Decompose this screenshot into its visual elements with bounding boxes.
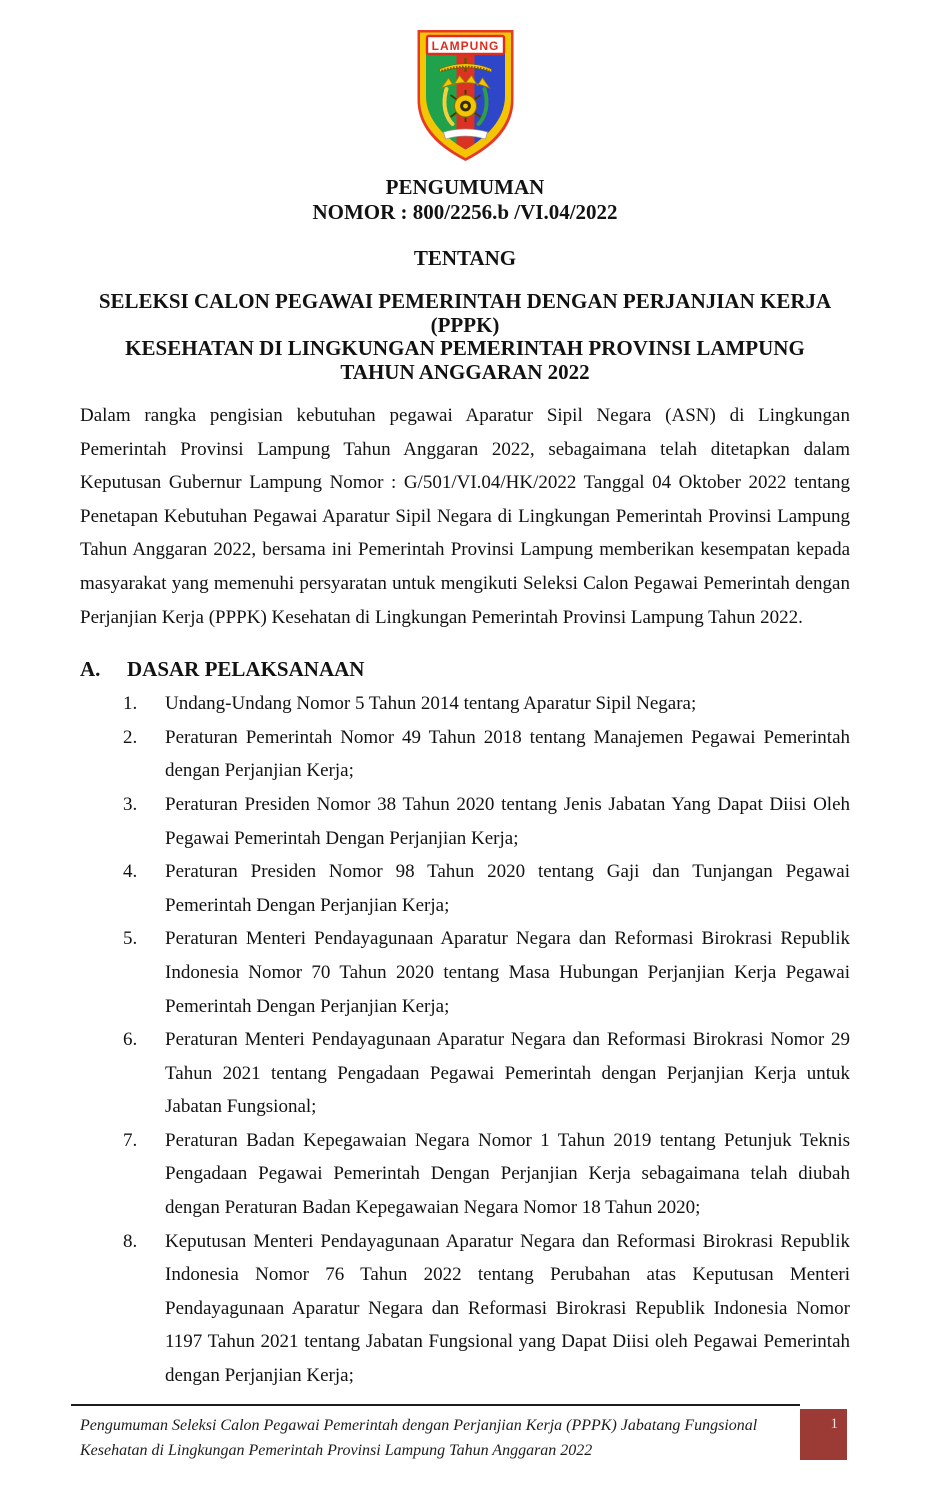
list-item xyxy=(80,1225,850,1393)
section-a-title: DASAR PELAKSANAAN xyxy=(127,657,365,682)
list-item xyxy=(80,855,850,922)
list-item-number: 5. xyxy=(123,928,138,950)
list-item-text: Peraturan Presiden Nomor 38 Tahun 2020 tentang Jenis Jabatan Yang Dapat Diisi Oleh Pegawai Pemerintah Dengan Perjanjian Kerja; xyxy=(165,793,850,849)
list-item-number: 2. xyxy=(123,726,138,748)
list-item xyxy=(80,1023,850,1124)
list-item-text: Peraturan Badan Kepegawaian Negara Nomor 1 Tahun 2019 tentang Petunjuk Teknis Pengadaan Pegawai Pemerintah Dengan Perjanjian Kerja sebagaimana telah diubah dengan Peraturan Badan Kepegawaian Negara Nomor 18 Tahun 2020; xyxy=(165,1129,850,1219)
list-item-number: 6. xyxy=(123,1029,138,1051)
about-label: TENTANG xyxy=(413,246,517,270)
footer-caption-line-1: Pengumuman Seleksi Calon Pegawai Pemerintah dengan Perjanjian Kerja (PPPK) Jabatang Fungsional xyxy=(80,1417,758,1434)
lampung-coat-of-arms-logo xyxy=(415,28,516,163)
list-item xyxy=(80,1124,850,1225)
list-item-text: Undang-Undang Nomor 5 Tahun 2014 tentang Aparatur Sipil Negara; xyxy=(165,693,697,715)
list-item-number: 8. xyxy=(123,1230,138,1252)
list-item-text: Peraturan Pemerintah Nomor 49 Tahun 2018 tentang Manajemen Pegawai Pemerintah dengan Perjanjian Kerja; xyxy=(165,726,850,782)
list-item-number: 4. xyxy=(123,861,138,883)
list-item xyxy=(80,721,850,788)
list-item-text: Peraturan Presiden Nomor 98 Tahun 2020 tentang Gaji dan Tunjangan Pegawai Pemerintah Dengan Perjanjian Kerja; xyxy=(165,861,850,916)
document-number: NOMOR : 800/2256.b /VI.04/2022 xyxy=(312,200,618,224)
list-item xyxy=(80,922,850,1023)
dasar-pelaksanaan-list xyxy=(80,687,850,1392)
subject-line-2: KESEHATAN DI LINGKUNGAN PEMERINTAH PROVINSI LAMPUNG xyxy=(125,336,805,360)
document-subject xyxy=(80,290,850,384)
section-a-heading xyxy=(80,657,850,682)
logo-banner-text: LAMPUNG xyxy=(431,39,499,53)
page-number-badge: 1 xyxy=(800,1409,847,1460)
footer-caption xyxy=(80,1414,792,1463)
section-a-label: A. xyxy=(80,657,101,682)
list-item-number: 1. xyxy=(123,693,138,715)
document-title: PENGUMUMAN xyxy=(385,175,545,199)
list-item xyxy=(80,687,850,721)
intro-paragraph: Dalam rangka pengisian kebutuhan pegawai Aparatur Sipil Negara (ASN) di Lingkungan Pemerintah Provinsi Lampung Tahun Anggaran 2022, sebagaimana telah ditetapkan dalam Keputusan Gubernur Lampung Nomor : G/501/VI.04/HK/2022 Tanggal 04 Oktober 2022 tentang Penetapan Kebutuhan Pegawai Aparatur Sipil Negara di Lingkungan Pemerintah Provinsi Lampung Tahun Anggaran 2022, bersama ini Pemerintah Provinsi Lampung memberikan kesempatan kepada masyarakat yang memenuhi persyaratan untuk mengikuti Seleksi Calon Pegawai Pemerintah dengan Perjanjian Kerja (PPPK) Kesehatan di Lingkungan Pemerintah Provinsi Lampung Tahun 2022. xyxy=(80,405,850,628)
list-item xyxy=(80,788,850,855)
list-item-number: 3. xyxy=(123,793,138,815)
subject-line-3: TAHUN ANGGARAN 2022 xyxy=(340,359,590,384)
emblem-circle-dot xyxy=(463,104,468,109)
footer-divider-line xyxy=(71,1404,800,1406)
footer-caption-line-2: Kesehatan di Lingkungan Pemerintah Provinsi Lampung Tahun Anggaran 2022 xyxy=(80,1441,593,1459)
list-item-text: Peraturan Menteri Pendayagunaan Aparatur Negara dan Reformasi Birokrasi Nomor 29 Tahun 2021 tentang Pengadaan Pegawai Pemerintah dengan Perjanjian Kerja untuk Jabatan Fungsional; xyxy=(165,1029,850,1118)
list-item-text: Peraturan Menteri Pendayagunaan Aparatur Negara dan Reformasi Birokrasi Republik Indonesia Nomor 70 Tahun 2020 tentang Masa Hubungan Perjanjian Kerja Pegawai Pemerintah Dengan Perjanjian Kerja; xyxy=(165,928,850,1017)
subject-line-1: SELEKSI CALON PEGAWAI PEMERINTAH DENGAN PERJANJIAN KERJA (PPPK) xyxy=(98,289,832,337)
list-item-text: Keputusan Menteri Pendayagunaan Aparatur Negara dan Reformasi Birokrasi Republik Indonesia Nomor 76 Tahun 2022 tentang Perubahan atas Keputusan Menteri Pendayagunaan Aparatur Negara dan Reformasi Birokrasi Republik Indonesia Nomor 1197 Tahun 2021 tentang Jabatan Fungsional yang Dapat Diisi oleh Pegawai Pemerintah dengan Perjanjian Kerja; xyxy=(165,1230,850,1387)
list-item-number: 7. xyxy=(123,1129,138,1151)
